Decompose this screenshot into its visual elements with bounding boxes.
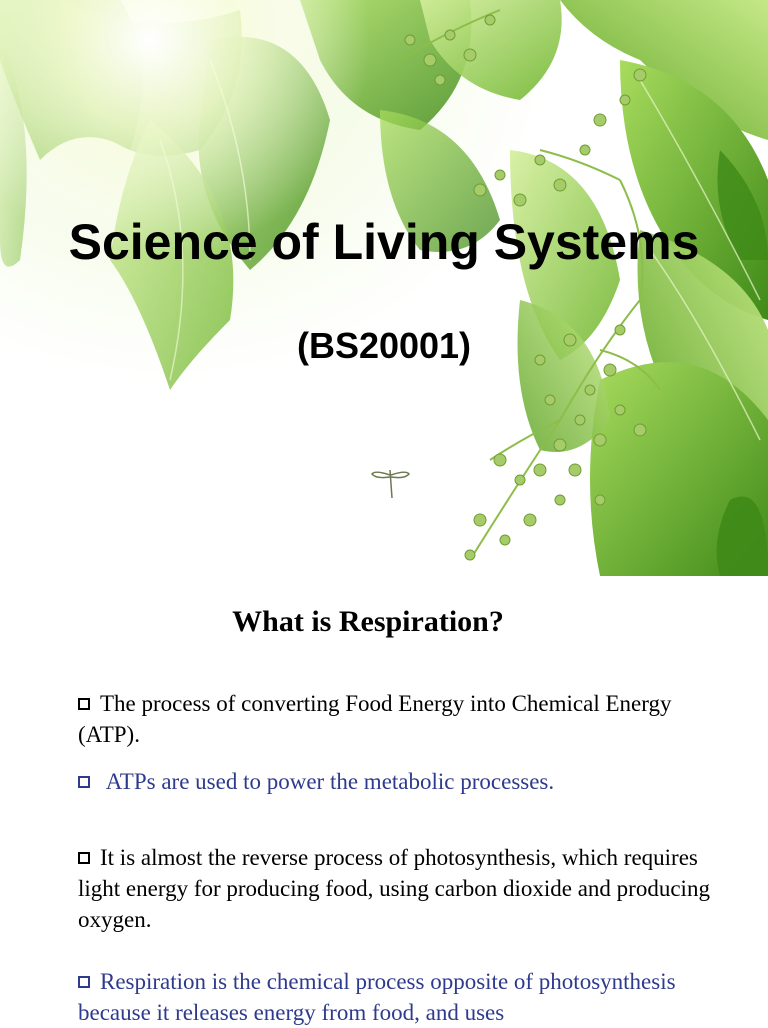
slide-heading: What is Respiration? xyxy=(232,605,504,638)
checkbox-square-icon xyxy=(78,698,90,710)
checkbox-square-icon xyxy=(78,976,90,988)
checkbox-square-icon xyxy=(78,852,90,864)
slide-title: Science of Living Systems xyxy=(68,214,700,270)
bullet-item: It is almost the reverse process of photosynthesis, which requires light energy for producing food, using carbon dioxide and producing oxygen. xyxy=(78,845,710,932)
checkbox-square-icon xyxy=(78,776,90,788)
content-slide xyxy=(0,576,768,1024)
bullet-item: Respiration is the chemical process opposite of photosynthesis because it releases energy from food, and uses xyxy=(78,969,676,1025)
course-code: (BS20001) xyxy=(296,325,472,366)
bullet-item: ATPs are used to power the metabolic processes. xyxy=(78,766,728,797)
dragonfly-icon xyxy=(372,470,409,498)
bullet-item: The process of converting Food Energy into Chemical Energy (ATP). xyxy=(78,691,672,747)
